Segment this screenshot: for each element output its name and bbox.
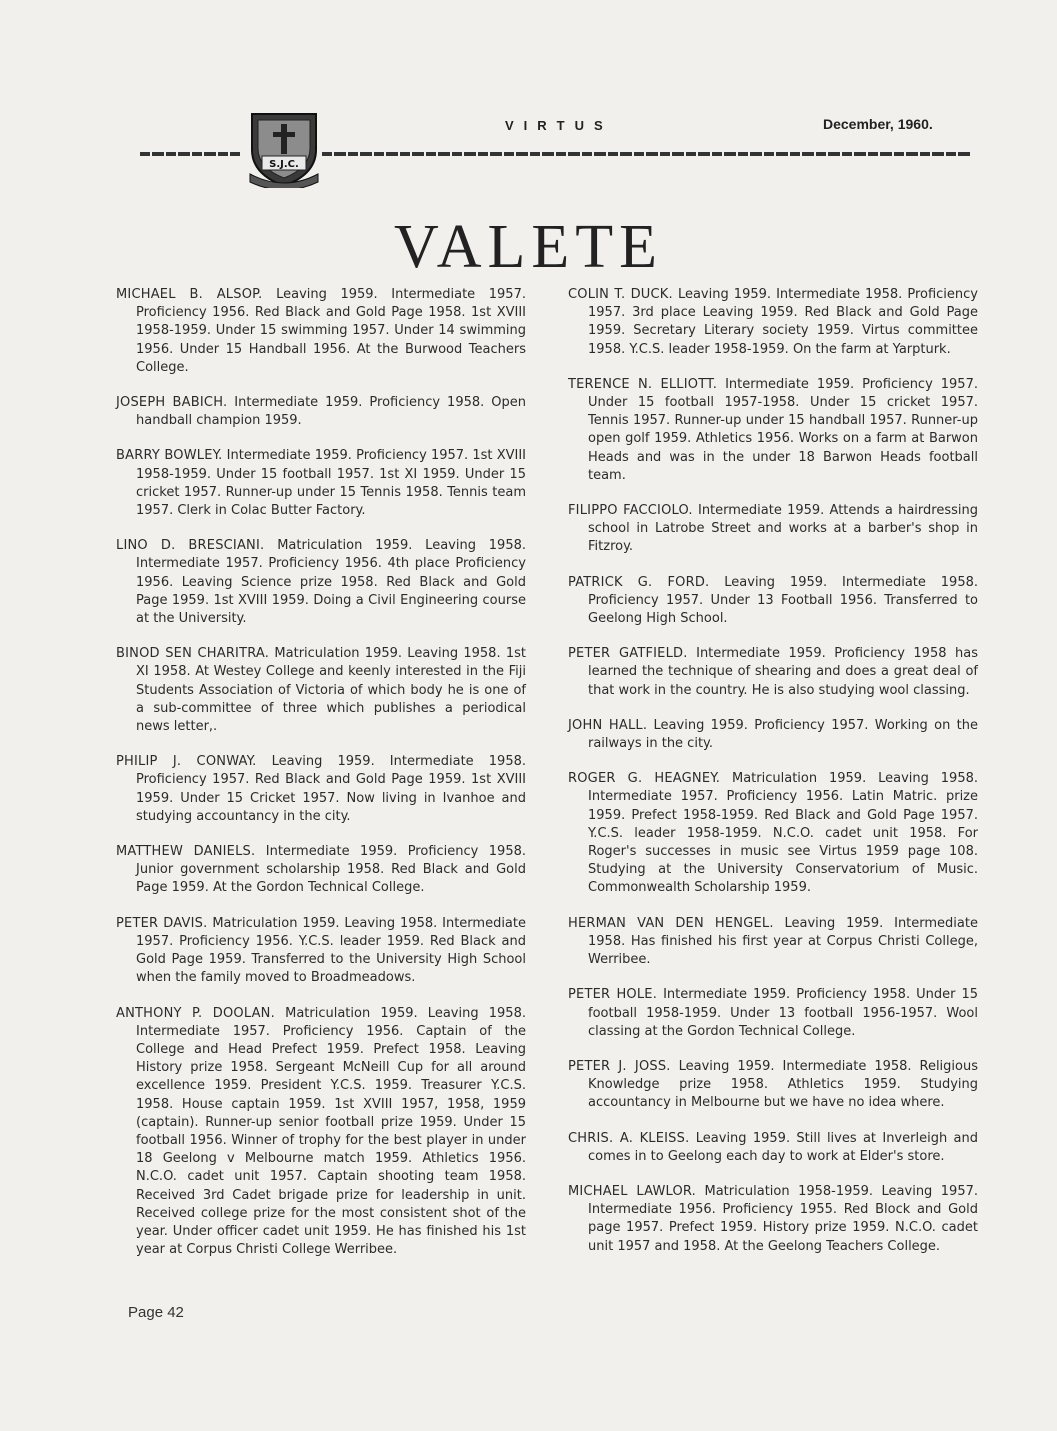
valete-entry bbox=[568, 502, 978, 557]
page-title: VALETE bbox=[393, 213, 664, 281]
entry-text: Leaving 1959. Proficiency 1957. Working on the railways in the city. bbox=[588, 717, 978, 752]
entry-name: MICHAEL LAWLOR. bbox=[568, 1183, 697, 1199]
entry-text: Matriculation 1959. Leaving 1958. Intermediate 1957. Proficiency 1956. Captain of the College and Head Prefect 1959. Prefect 1958. Leaving History prize 1958. Sergeant McNeill Cup for all around excellence 1959. President Y.C.S. 1959. Treasurer Y.C.S. 1958. House captain 1959. 1st XVIII 1957, 1958, 1959 (captain). Runner-up senior football prize 1959. Under 15 football 1956. Winner of trophy for the best player in under 18 Geelong v Melbourne match 1959. Athletics 1956. N.C.O. cadet unit 1957. Captain shooting team 1958. Received 3rd Cadet brigade prize for leadership in unit. Received college prize for the most consistent shot of the year. Under officer cadet unit 1959. He has finished his 1st year at Corpus Christi College Werribee. bbox=[136, 1005, 526, 1258]
valete-entry bbox=[116, 537, 526, 628]
entry-text: Intermediate 1959. Attends a hairdressing school in Latrobe Street and works at a barber's shop in Fitzroy. bbox=[588, 503, 978, 555]
page-number: Page 42 bbox=[128, 1304, 184, 1321]
valete-entry bbox=[568, 645, 978, 700]
valete-entry bbox=[568, 986, 978, 1041]
header-rule-right bbox=[322, 152, 972, 156]
entry-name: PETER DAVIS. bbox=[116, 915, 208, 931]
entry-name: HERMAN VAN DEN HENGEL. bbox=[568, 915, 774, 931]
entry-name: MICHAEL B. ALSOP. bbox=[116, 287, 263, 302]
entry-text: Matriculation 1959. Leaving 1958. Intermediate 1957. Proficiency 1956. 4th place Proficiency 1956. Leaving Science prize 1958. Red Black and Gold Page 1959. 1st XVIII 1959. Doing a Civil Engineering course at the University. bbox=[136, 538, 527, 627]
magazine-title: VIRTUS bbox=[505, 118, 613, 133]
valete-entry bbox=[568, 770, 978, 897]
entry-name: LINO D. BRESCIANI. bbox=[116, 538, 265, 554]
entry-name: JOHN HALL. bbox=[568, 717, 648, 733]
valete-entry bbox=[568, 1058, 978, 1113]
entry-text: Intermediate 1959. Proficiency 1958. Under 15 football 1958-1959. Under 13 football 1956-1957. Wool classing at the Gordon Technical College. bbox=[588, 987, 978, 1039]
entry-text: Intermediate 1959. Proficiency 1958. Junior government scholarship 1958. Red Black and Gold Page 1959. At the Gordon Technical College. bbox=[136, 844, 526, 896]
header-rule-left bbox=[140, 152, 240, 156]
entry-text: Intermediate 1959. Proficiency 1958. Open handball champion 1959. bbox=[136, 395, 526, 429]
entry-name: ANTHONY P. DOOLAN. bbox=[116, 1005, 275, 1021]
valete-entry bbox=[116, 286, 526, 377]
entry-text: Matriculation 1959. Leaving 1958. 1st XI 1958. At Westey College and keenly interested in the Fiji Students Association of Victoria of which body he is one of a sub-committee of three which publishes a periodical news letter,. bbox=[136, 646, 526, 735]
valete-entry bbox=[568, 1130, 978, 1166]
entry-text: Leaving 1959. Intermediate 1958. Religious Knowledge prize 1958. Athletics 1959. Studying accountancy in Melbourne but we have no idea where. bbox=[588, 1058, 978, 1111]
entry-name: JOSEPH BABICH. bbox=[116, 395, 228, 411]
entry-name: BINOD SEN CHARITRA. bbox=[116, 646, 270, 662]
college-crest-icon bbox=[246, 108, 322, 188]
right-column bbox=[568, 286, 978, 1273]
valete-entry bbox=[568, 376, 978, 485]
valete-entry bbox=[116, 645, 526, 736]
valete-entry bbox=[568, 915, 978, 970]
entry-text: Intermediate 1959. Proficiency 1957. 1st XVIII 1958-1959. Under 15 football 1957. 1st XI 1959. Under 15 cricket 1957. Runner-up under 15 Tennis 1958. Tennis team 1957. Clerk in Colac Butter Factory. bbox=[136, 448, 527, 519]
valete-entry bbox=[568, 574, 978, 629]
crest-text: S.J.C. bbox=[269, 159, 299, 170]
entry-name: PETER GATFIELD. bbox=[568, 646, 688, 662]
entry-text: Leaving 1959. Intermediate 1958. Proficiency 1957. Under 13 Football 1956. Transferred to Geelong High School. bbox=[588, 574, 978, 627]
valete-entry bbox=[568, 1183, 978, 1256]
valete-entry bbox=[116, 843, 526, 898]
entry-name: CHRIS. A. KLEISS. bbox=[568, 1130, 690, 1146]
entry-text: Matriculation 1958-1959. Leaving 1957. Intermediate 1956. Proficiency 1955. Red Block and Gold page 1957. Prefect 1959. History prize 1959. N.C.O. cadet unit 1957 and 1958. At the Geelong Teachers College. bbox=[588, 1183, 978, 1254]
valete-entry bbox=[116, 753, 526, 826]
entry-text: Intermediate 1959. Proficiency 1957. Under 15 football 1957-1958. Under 15 cricket 1957. Tennis 1957. Runner-up under 15 handball 1957. Runner-up open golf 1959. Athletics 1956. Works on a farm at Barwon Heads and was in the under 18 Barwon Heads football team. bbox=[588, 376, 978, 483]
entry-name: TERENCE N. ELLIOTT. bbox=[568, 376, 718, 392]
entry-text: Leaving 1959. Intermediate 1958. Has finished his first year at Corpus Christi College, Werribee. bbox=[588, 915, 978, 968]
issue-date: December, 1960. bbox=[823, 116, 933, 132]
entry-name: COLIN T. DUCK. bbox=[568, 287, 673, 302]
entry-name: PATRICK G. FORD. bbox=[568, 574, 710, 590]
entry-name: PETER HOLE. bbox=[568, 987, 658, 1003]
entry-name: PETER J. JOSS. bbox=[568, 1058, 671, 1074]
valete-entry bbox=[568, 286, 978, 359]
entry-text: Intermediate 1959. Proficiency 1958 has learned the technique of shearing and does a great deal of that work in the country. He is also studying wool classing. bbox=[588, 646, 978, 698]
entry-text: Leaving 1959. Intermediate 1957. Proficiency 1956. Red Black and Gold Page 1958. 1st XVIII 1958-1959. Under 15 swimming 1957. Under 14 swimming 1956. Under 15 Handball 1956. At the Burwood Teachers College. bbox=[136, 287, 526, 375]
entry-text: Matriculation 1959. Leaving 1958. Intermediate 1957. Proficiency 1956. Latin Matric. prize 1959. Prefect 1958-1959. Red Black and Gold Page 1957. Y.C.S. leader 1958-1959. N.C.O. cadet unit 1958. For Roger's successes in music see Virtus 1959 page 108. Studying at the University Conservatorium of Music. Commonwealth Scholarship 1959. bbox=[588, 771, 978, 896]
valete-entry bbox=[116, 447, 526, 520]
entry-name: BARRY BOWLEY. bbox=[116, 448, 223, 464]
valete-entry bbox=[116, 1005, 526, 1260]
entry-text: Matriculation 1959. Leaving 1958. Intermediate 1957. Proficiency 1956. Y.C.S. leader 1959. Red Black and Gold Page 1959. Transferred to the University High School when the family moved to Broadmeadows. bbox=[136, 915, 526, 986]
left-column bbox=[116, 286, 526, 1276]
entry-name: PHILIP J. CONWAY. bbox=[116, 754, 257, 770]
entry-text: Leaving 1959. Intermediate 1958. Proficiency 1957. 3rd place Leaving 1959. Red Black and Gold Page 1959. Secretary Literary society 1959. Virtus committee 1958. Y.C.S. leader 1958-1959. On the farm at Yarpturk. bbox=[588, 287, 978, 357]
page-header bbox=[0, 100, 1057, 190]
entry-name: MATTHEW DANIELS. bbox=[116, 844, 256, 860]
valete-entry bbox=[568, 717, 978, 753]
valete-entry bbox=[116, 915, 526, 988]
valete-entry bbox=[116, 394, 526, 430]
entry-text: Leaving 1959. Intermediate 1958. Proficiency 1957. Red Black and Gold Page 1959. 1st XVIII 1959. Under 15 Cricket 1957. Now living in Ivanhoe and studying accountancy in the city. bbox=[136, 754, 527, 824]
entry-text: Leaving 1959. Still lives at Inverleigh and comes in to Geelong each day to work at Elder's store. bbox=[588, 1130, 978, 1164]
entry-name: FILIPPO FACCIOLO. bbox=[568, 503, 693, 519]
entry-name: ROGER G. HEAGNEY. bbox=[568, 771, 721, 787]
